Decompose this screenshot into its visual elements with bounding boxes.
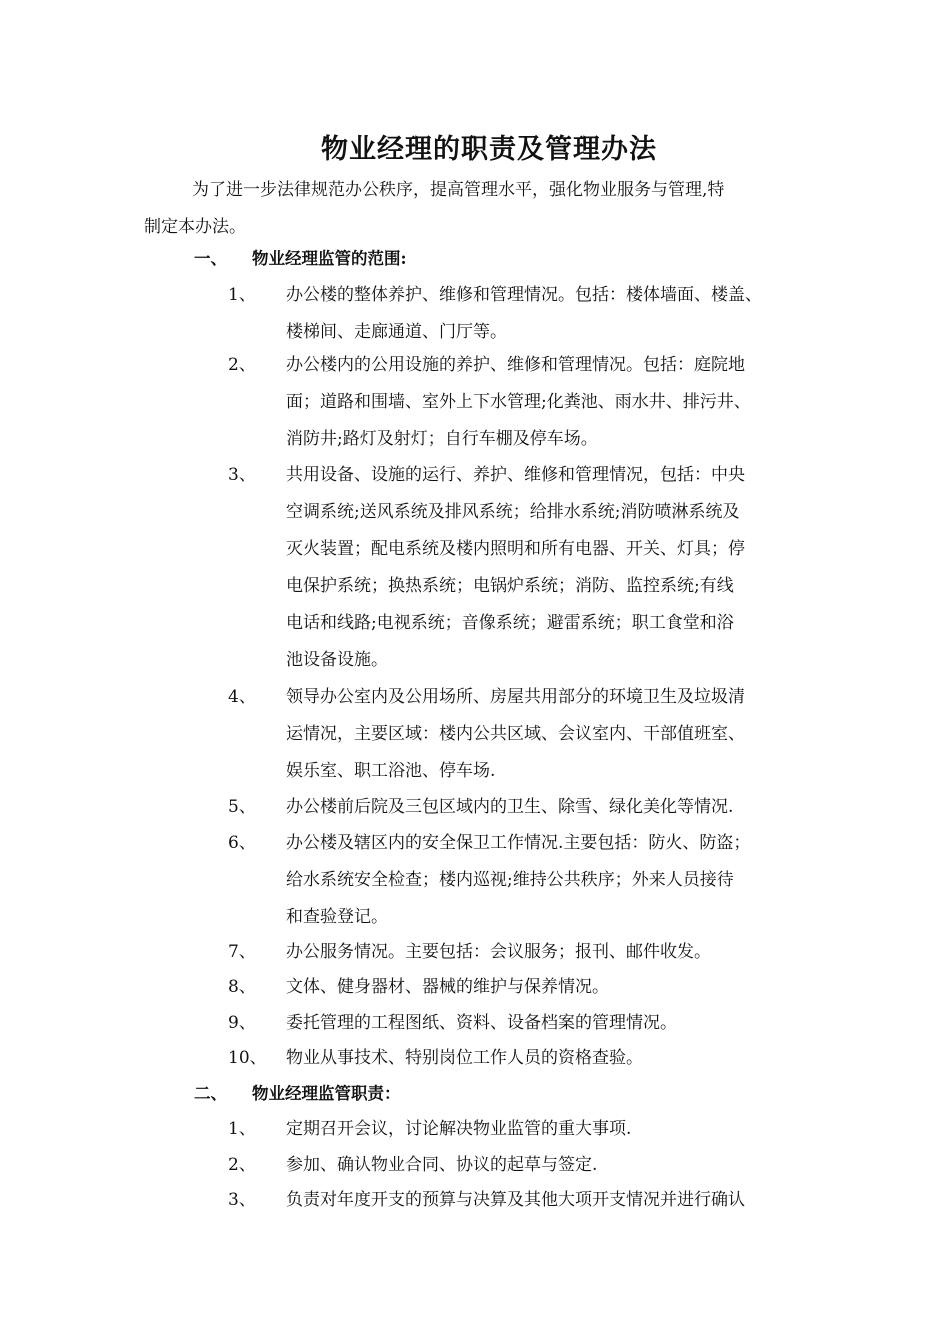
item-line: 池设备设施。 [286,650,388,670]
section-heading-scope [194,244,407,274]
section-number: 二、 [194,1084,227,1103]
item-line: 负责对年度开支的预算与决算及其他大项开支情况并进行确认 [286,1190,745,1210]
item-number: 5、 [228,797,256,817]
item-number: 2、 [228,1155,256,1175]
item-text [286,347,826,458]
item-number: 7、 [228,942,256,962]
section-title: 物业经理监管的范围: [252,249,407,268]
item-line: 给水系统安全检查；楼内巡视;维持公共秩序；外来人员接待 [286,870,734,890]
item-line: 文体、健身器材、器械的维护与保养情况。 [286,977,609,997]
item-text [286,457,826,679]
item-line: 运情况，主要区域：楼内公共区域、会议室内、干部值班室、 [286,724,745,744]
item-text [286,1182,826,1219]
item-line: 灭火装置；配电系统及楼内照明和所有电器、开关、灯具；停 [286,539,745,559]
item-text [286,1111,826,1148]
item-line: 和查验登记。 [286,907,388,927]
item-line: 参加、确认物业合同、协议的起草与签定. [286,1155,598,1175]
item-number: 10、 [228,1048,267,1068]
item-line: 共用设备、设施的运行、养护、维修和管理情况，包括：中央 [286,465,745,485]
item-number: 9、 [228,1013,256,1033]
item-line: 消防井;路灯及射灯；自行车棚及停车场。 [286,429,598,449]
item-number: 8、 [228,977,256,997]
item-number: 1、 [228,285,256,305]
item-line: 面；道路和围墙、室外上下水管理;化粪池、雨水井、排污井、 [286,392,751,412]
item-text [286,1005,826,1042]
intro-line: 制定本办法。 [144,217,246,237]
item-text [286,934,826,971]
item-number: 2、 [228,355,256,375]
document-title: 物业经理的职责及管理办法 [321,134,657,165]
item-number: 3、 [228,465,256,485]
item-line: 办公楼前后院及三包区域内的卫生、除雪、绿化美化等情况. [286,797,734,817]
section-heading-duties [194,1079,401,1109]
item-line: 办公楼内的公用设施的养护、维修和管理情况。包括：庭院地 [286,355,745,375]
item-line: 办公楼及辖区内的安全保卫工作情况.主要包括：防火、防盗； [286,833,751,853]
item-number: 3、 [228,1190,256,1210]
item-line: 委托管理的工程图纸、资料、设备档案的管理情况。 [286,1013,677,1033]
item-line: 物业从事技术、特别岗位工作人员的资格查验。 [286,1048,643,1068]
item-text [286,969,826,1006]
item-number: 1、 [228,1119,256,1139]
intro-paragraph [144,172,824,246]
item-line: 办公服务情况。主要包括：会议服务；报刊、邮件收发。 [286,942,711,962]
item-line: 电保护系统；换热系统；电锅炉系统；消防、监控系统;有线 [286,576,734,596]
item-line: 领导办公室内及公用场所、房屋共用部分的环境卫生及垃圾清 [286,687,745,707]
item-text [286,679,826,790]
item-line: 定期召开会议，讨论解决物业监管的重大事项. [286,1119,632,1139]
item-line: 空调系统;送风系统及排风系统；给排水系统;消防喷淋系统及 [286,502,740,522]
item-text [286,1040,826,1077]
item-line: 楼梯间、走廊通道、门厅等。 [286,322,507,342]
section-title: 物业经理监管职责： [252,1084,401,1103]
item-line: 电话和线路;电视系统；音像系统；避雷系统；职工食堂和浴 [286,613,734,633]
item-text [286,825,826,936]
item-text [286,1147,826,1184]
item-number: 4、 [228,687,256,707]
item-line: 娱乐室、职工浴池、停车场. [286,761,496,781]
item-text [286,277,826,351]
item-line: 办公楼的整体养护、维修和管理情况。包括：楼体墙面、楼盖、 [286,285,762,305]
item-text [286,789,826,826]
intro-line: 为了进一步法律规范办公秩序，提高管理水平，强化物业服务与管理,特 [192,180,725,200]
section-number: 一、 [194,249,227,268]
item-number: 6、 [228,833,256,853]
